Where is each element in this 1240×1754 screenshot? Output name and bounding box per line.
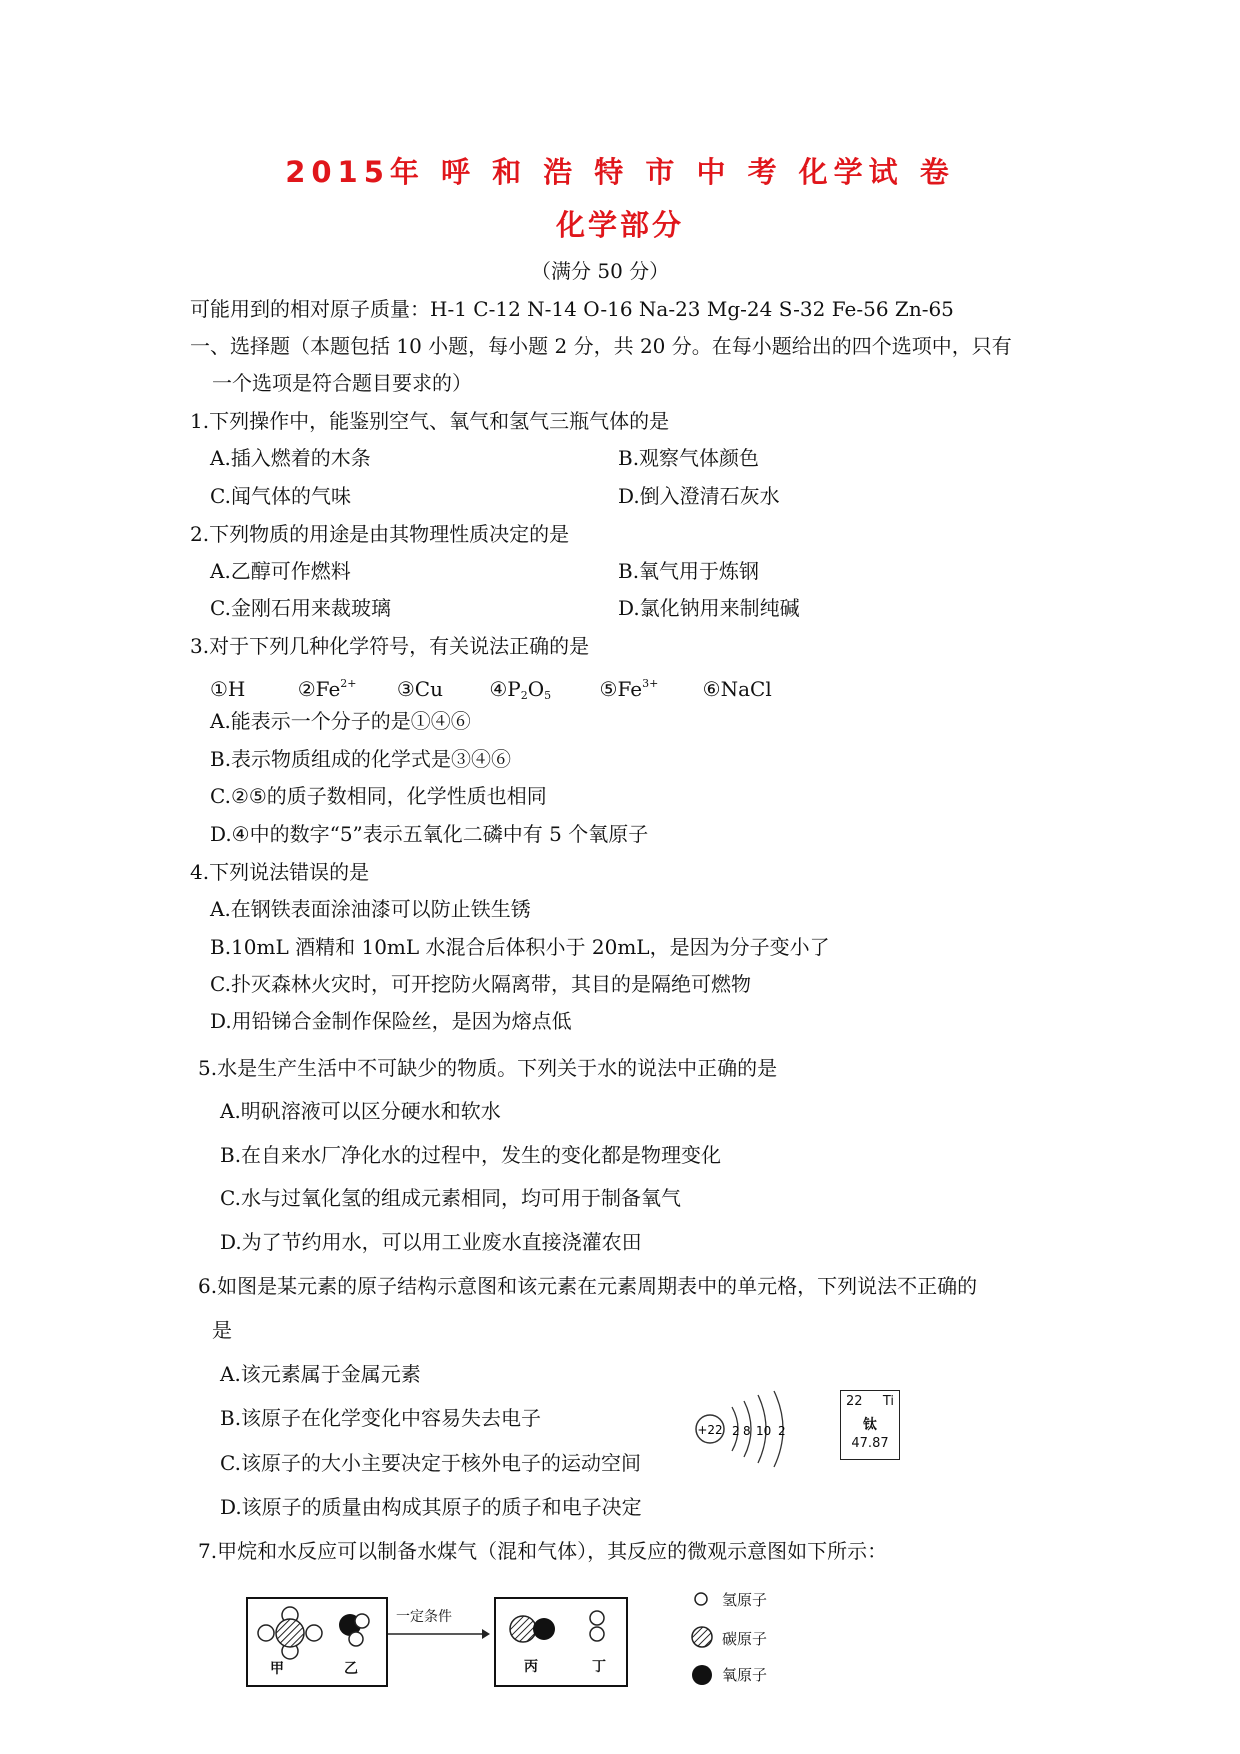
symbol-3: ③Cu (396, 677, 443, 701)
q3-option-b: B.表示物质组成的化学式是③④⑥ (210, 747, 512, 771)
q5-option-a: A.明矾溶液可以区分硬水和软水 (220, 1099, 501, 1123)
label-ding: 丁 (592, 1659, 606, 1675)
oxygen-atom-icon (690, 1663, 714, 1687)
label-yi: 乙 (344, 1661, 358, 1677)
q5-option-c: C.水与过氧化氢的组成元素相同，均可用于制备氧气 (220, 1186, 681, 1210)
q3-option-d: D.④中的数字“5”表示五氧化二磷中有 5 个氧原子 (210, 822, 649, 846)
q1-option-d: D.倒入澄清石灰水 (618, 484, 780, 508)
atomic-mass: 47.87 (851, 1436, 889, 1451)
hydrogen-atom-icon (692, 1590, 710, 1608)
q1-option-b: B.观察气体颜色 (618, 446, 760, 470)
atomic-number: 22 (846, 1394, 863, 1409)
legend-oxygen: 氧原子 (722, 1666, 768, 1684)
nucleus-charge: +22 (697, 1423, 723, 1437)
q1-option-a: A.插入燃着的木条 (210, 446, 371, 470)
full-score: （满分 50 分） (531, 259, 670, 283)
q6-option-a: A.该元素属于金属元素 (220, 1362, 421, 1386)
q5-option-d: D.为了节约用水，可以用工业废水直接浇灌农田 (220, 1230, 642, 1254)
q2-option-d: D.氯化钠用来制纯碱 (618, 596, 800, 620)
q4-option-b: B.10mL 酒精和 10mL 水混合后体积小于 20mL，是因为分子变小了 (210, 935, 830, 959)
symbol-2: $②Fe^{2+}$ (297, 677, 357, 701)
methane-molecule (254, 1605, 326, 1661)
q7-stem: 7.甲烷和水反应可以制备水煤气（混和气体），其反应的微观示意图如下所示： (198, 1539, 888, 1563)
hydrogen-molecule (584, 1606, 610, 1650)
q4-stem: 4.下列说法错误的是 (190, 860, 370, 884)
q3-stem: 3.对于下列几种化学符号，有关说法正确的是 (190, 634, 590, 658)
q1-option-c: C.闻气体的气味 (210, 484, 351, 508)
q5-stem: 5.水是生产生活中不可缺少的物质。下列关于水的说法中正确的是 (198, 1056, 778, 1080)
q1-stem: 1.下列操作中，能鉴别空气、氧气和氢气三瓶气体的是 (190, 409, 670, 433)
q2-option-c: C.金刚石用来裁玻璃 (210, 596, 391, 620)
q3-symbols (210, 671, 772, 709)
symbol-5: $⑤Fe^{3+}$ (599, 677, 659, 701)
section-heading-cont: 一个选项是符合题目要求的） (212, 371, 472, 395)
q4-option-c: C.扑灭森林火灾时，可开挖防火隔离带，其目的是隔绝可燃物 (210, 972, 751, 996)
q2-stem: 2.下列物质的用途是由其物理性质决定的是 (190, 522, 570, 546)
symbol-4: $④P_2O_5$ (489, 677, 552, 702)
carbon-monoxide-molecule (506, 1612, 562, 1646)
q5-option-b: B.在自来水厂净化水的过程中，发生的变化都是物理变化 (220, 1143, 722, 1167)
shell-1: 2 (732, 1424, 740, 1438)
shell-3: 10 (756, 1424, 772, 1438)
q2-option-a: A.乙醇可作燃料 (210, 559, 351, 583)
legend-carbon: 碳原子 (722, 1630, 768, 1648)
element-name: 钛 (863, 1417, 877, 1433)
q4-option-a: A.在钢铁表面涂油漆可以防止铁生锈 (210, 897, 531, 921)
atom-structure-diagram (690, 1385, 800, 1475)
exam-subtitle: 化学部分 (555, 208, 684, 242)
water-molecule (332, 1605, 372, 1661)
shell-4: 2 (778, 1424, 786, 1438)
q6-stem: 6.如图是某元素的原子结构示意图和该元素在元素周期表中的单元格，下列说法不正确的 (198, 1274, 978, 1298)
element-symbol: Ti (882, 1394, 894, 1409)
exam-title: 2015年 呼 和 浩 特 市 中 考 化学试 卷 (285, 155, 955, 189)
reaction-condition: 一定条件 (396, 1609, 452, 1625)
q3-option-a: A.能表示一个分子的是①④⑥ (210, 709, 471, 733)
label-bing: 丙 (524, 1659, 538, 1675)
section-heading: 一、选择题（本题包括 10 小题，每小题 2 分，共 20 分。在每小题给出的四个选项中，只有 (190, 334, 1012, 358)
q6-option-d: D.该原子的质量由构成其原子的质子和电子决定 (220, 1495, 642, 1519)
q6-option-c: C.该原子的大小主要决定于核外电子的运动空间 (220, 1451, 641, 1475)
carbon-atom-icon (690, 1625, 714, 1649)
q6-stem-cont: 是 (212, 1318, 232, 1342)
atomic-masses: 可能用到的相对原子质量：H-1 C-12 N-14 O-16 Na-23 Mg-24 S-32 Fe-56 Zn-65 (190, 297, 954, 321)
reaction-arrow-icon (386, 1626, 492, 1642)
q6-option-b: B.该原子在化学变化中容易失去电子 (220, 1406, 542, 1430)
periodic-table-cell (840, 1390, 900, 1460)
label-jia: 甲 (270, 1661, 284, 1677)
symbol-6: ⑥NaCl (702, 677, 772, 701)
q4-option-d: D.用铅锑合金制作保险丝，是因为熔点低 (210, 1009, 572, 1033)
shell-2: 8 (743, 1424, 751, 1438)
q2-option-b: B.氧气用于炼钢 (618, 559, 760, 583)
q3-option-c: C.②⑤的质子数相同，化学性质也相同 (210, 784, 547, 808)
symbol-1: ①H (210, 677, 246, 701)
legend-hydrogen: 氢原子 (722, 1591, 768, 1609)
